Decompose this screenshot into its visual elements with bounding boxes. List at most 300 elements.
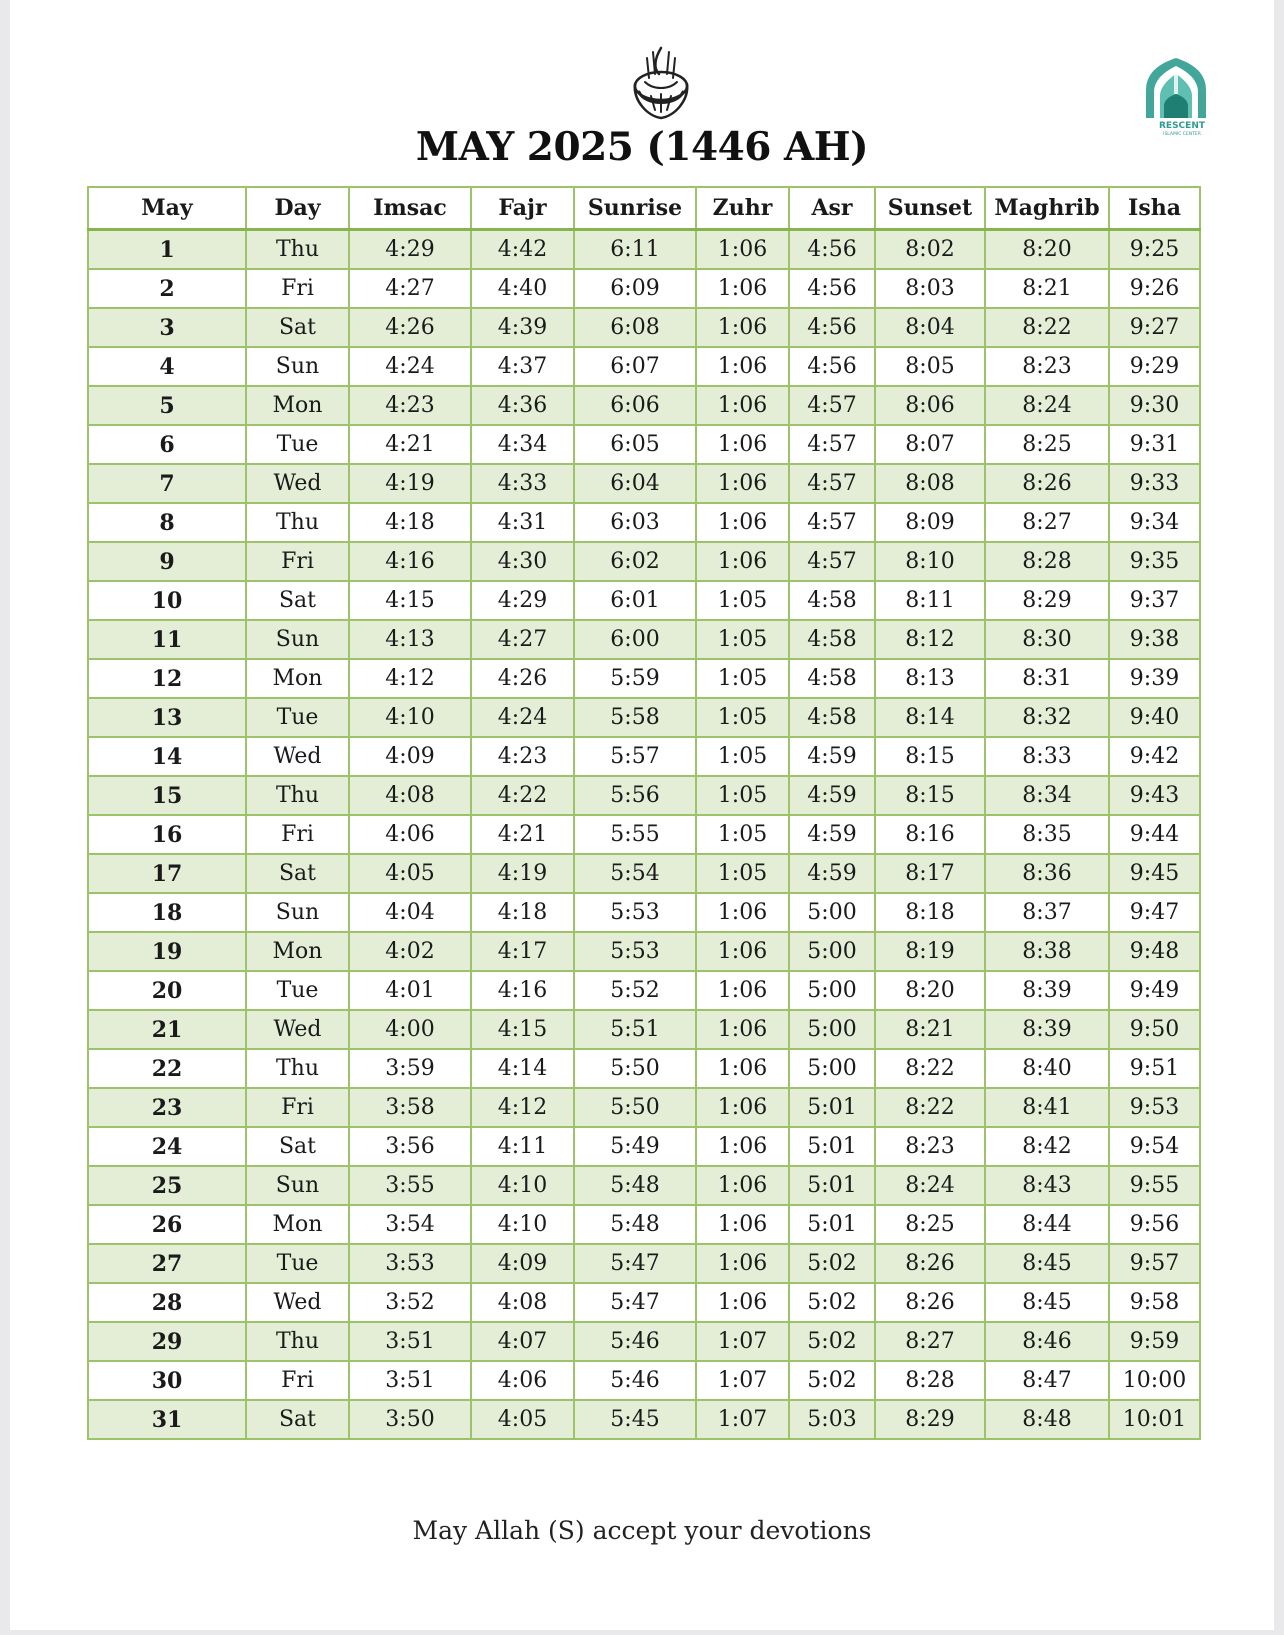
footer-blessing: May Allah (S) accept your devotions bbox=[412, 1516, 872, 1545]
cell-isha: 9:29 bbox=[1109, 347, 1200, 386]
cell-maghrib: 8:40 bbox=[985, 1049, 1109, 1088]
cell-isha: 9:47 bbox=[1109, 893, 1200, 932]
cell-may: 28 bbox=[88, 1283, 246, 1322]
cell-maghrib: 8:36 bbox=[985, 854, 1109, 893]
cell-may: 7 bbox=[88, 464, 246, 503]
cell-maghrib: 8:45 bbox=[985, 1244, 1109, 1283]
cell-day: Sun bbox=[246, 893, 349, 932]
cell-isha: 9:54 bbox=[1109, 1127, 1200, 1166]
cell-isha: 10:00 bbox=[1109, 1361, 1200, 1400]
cell-may: 18 bbox=[88, 893, 246, 932]
cell-day: Wed bbox=[246, 464, 349, 503]
cell-fajr: 4:10 bbox=[471, 1205, 574, 1244]
cell-imsac: 4:21 bbox=[349, 425, 471, 464]
cell-zuhr: 1:05 bbox=[696, 698, 789, 737]
cell-may: 30 bbox=[88, 1361, 246, 1400]
table-body bbox=[88, 230, 1200, 1440]
cell-sunset: 8:26 bbox=[875, 1283, 985, 1322]
cell-day: Mon bbox=[246, 386, 349, 425]
cell-zuhr: 1:06 bbox=[696, 308, 789, 347]
table-row bbox=[88, 1400, 1200, 1439]
cell-isha: 9:35 bbox=[1109, 542, 1200, 581]
cell-day: Thu bbox=[246, 1322, 349, 1361]
cell-fajr: 4:19 bbox=[471, 854, 574, 893]
table-row bbox=[88, 971, 1200, 1010]
cell-fajr: 4:06 bbox=[471, 1361, 574, 1400]
cell-maghrib: 8:38 bbox=[985, 932, 1109, 971]
table-row bbox=[88, 620, 1200, 659]
cell-imsac: 4:23 bbox=[349, 386, 471, 425]
cell-may: 21 bbox=[88, 1010, 246, 1049]
cell-isha: 9:55 bbox=[1109, 1166, 1200, 1205]
column-header-maghrib: Maghrib bbox=[985, 187, 1109, 230]
cell-sunrise: 6:11 bbox=[574, 230, 696, 270]
cell-may: 20 bbox=[88, 971, 246, 1010]
document-page bbox=[10, 0, 1274, 1630]
cell-maghrib: 8:37 bbox=[985, 893, 1109, 932]
cell-sunset: 8:14 bbox=[875, 698, 985, 737]
column-header-zuhr: Zuhr bbox=[696, 187, 789, 230]
svg-text:ISLAMIC CENTER: ISLAMIC CENTER bbox=[1163, 132, 1201, 136]
cell-zuhr: 1:06 bbox=[696, 1205, 789, 1244]
cell-may: 3 bbox=[88, 308, 246, 347]
column-header-fajr: Fajr bbox=[471, 187, 574, 230]
cell-day: Sat bbox=[246, 1400, 349, 1439]
table-row bbox=[88, 1322, 1200, 1361]
cell-asr: 4:58 bbox=[789, 659, 875, 698]
table-row bbox=[88, 776, 1200, 815]
cell-day: Thu bbox=[246, 503, 349, 542]
cell-asr: 4:57 bbox=[789, 425, 875, 464]
cell-sunrise: 5:46 bbox=[574, 1322, 696, 1361]
cell-zuhr: 1:06 bbox=[696, 971, 789, 1010]
svg-text:RESCENT: RESCENT bbox=[1159, 121, 1205, 131]
cell-fajr: 4:23 bbox=[471, 737, 574, 776]
cell-maghrib: 8:24 bbox=[985, 386, 1109, 425]
cell-may: 25 bbox=[88, 1166, 246, 1205]
cell-day: Mon bbox=[246, 1205, 349, 1244]
cell-day: Thu bbox=[246, 230, 349, 270]
cell-isha: 9:59 bbox=[1109, 1322, 1200, 1361]
cell-sunrise: 5:48 bbox=[574, 1205, 696, 1244]
cell-fajr: 4:10 bbox=[471, 1166, 574, 1205]
table-row bbox=[88, 347, 1200, 386]
cell-may: 14 bbox=[88, 737, 246, 776]
cell-imsac: 4:06 bbox=[349, 815, 471, 854]
cell-isha: 9:56 bbox=[1109, 1205, 1200, 1244]
cell-sunrise: 5:55 bbox=[574, 815, 696, 854]
cell-day: Sat bbox=[246, 581, 349, 620]
cell-asr: 4:58 bbox=[789, 698, 875, 737]
table-row bbox=[88, 386, 1200, 425]
cell-sunset: 8:27 bbox=[875, 1322, 985, 1361]
cell-sunset: 8:03 bbox=[875, 269, 985, 308]
cell-maghrib: 8:22 bbox=[985, 308, 1109, 347]
cell-imsac: 4:18 bbox=[349, 503, 471, 542]
cell-maghrib: 8:30 bbox=[985, 620, 1109, 659]
cell-sunset: 8:10 bbox=[875, 542, 985, 581]
cell-maghrib: 8:45 bbox=[985, 1283, 1109, 1322]
cell-imsac: 4:27 bbox=[349, 269, 471, 308]
cell-zuhr: 1:07 bbox=[696, 1400, 789, 1439]
cell-sunrise: 5:46 bbox=[574, 1361, 696, 1400]
cell-asr: 4:59 bbox=[789, 815, 875, 854]
cell-fajr: 4:34 bbox=[471, 425, 574, 464]
cell-zuhr: 1:05 bbox=[696, 659, 789, 698]
cell-fajr: 4:31 bbox=[471, 503, 574, 542]
cell-asr: 4:58 bbox=[789, 581, 875, 620]
column-header-may: May bbox=[88, 187, 246, 230]
column-header-sunset: Sunset bbox=[875, 187, 985, 230]
cell-sunset: 8:13 bbox=[875, 659, 985, 698]
cell-day: Thu bbox=[246, 1049, 349, 1088]
cell-asr: 5:00 bbox=[789, 1010, 875, 1049]
cell-fajr: 4:26 bbox=[471, 659, 574, 698]
table-row bbox=[88, 1088, 1200, 1127]
cell-isha: 9:39 bbox=[1109, 659, 1200, 698]
cell-day: Fri bbox=[246, 815, 349, 854]
cell-maghrib: 8:27 bbox=[985, 503, 1109, 542]
cell-sunset: 8:22 bbox=[875, 1088, 985, 1127]
cell-day: Thu bbox=[246, 776, 349, 815]
cell-sunrise: 6:01 bbox=[574, 581, 696, 620]
cell-imsac: 4:10 bbox=[349, 698, 471, 737]
cell-asr: 4:56 bbox=[789, 269, 875, 308]
cell-day: Wed bbox=[246, 1010, 349, 1049]
cell-sunset: 8:21 bbox=[875, 1010, 985, 1049]
cell-maghrib: 8:43 bbox=[985, 1166, 1109, 1205]
cell-sunset: 8:16 bbox=[875, 815, 985, 854]
cell-isha: 9:42 bbox=[1109, 737, 1200, 776]
cell-sunset: 8:04 bbox=[875, 308, 985, 347]
cell-imsac: 3:54 bbox=[349, 1205, 471, 1244]
cell-sunrise: 6:03 bbox=[574, 503, 696, 542]
cell-sunset: 8:18 bbox=[875, 893, 985, 932]
cell-sunrise: 5:57 bbox=[574, 737, 696, 776]
cell-may: 13 bbox=[88, 698, 246, 737]
cell-may: 12 bbox=[88, 659, 246, 698]
cell-zuhr: 1:06 bbox=[696, 932, 789, 971]
cell-zuhr: 1:06 bbox=[696, 1010, 789, 1049]
cell-may: 1 bbox=[88, 230, 246, 270]
cell-asr: 5:00 bbox=[789, 1049, 875, 1088]
cell-sunrise: 5:56 bbox=[574, 776, 696, 815]
cell-may: 15 bbox=[88, 776, 246, 815]
cell-asr: 5:01 bbox=[789, 1088, 875, 1127]
cell-imsac: 3:58 bbox=[349, 1088, 471, 1127]
cell-sunrise: 5:47 bbox=[574, 1244, 696, 1283]
cell-day: Sat bbox=[246, 854, 349, 893]
cell-sunrise: 6:08 bbox=[574, 308, 696, 347]
cell-asr: 5:02 bbox=[789, 1322, 875, 1361]
cell-maghrib: 8:39 bbox=[985, 971, 1109, 1010]
cell-may: 9 bbox=[88, 542, 246, 581]
cell-asr: 5:01 bbox=[789, 1166, 875, 1205]
cell-zuhr: 1:06 bbox=[696, 464, 789, 503]
cell-day: Wed bbox=[246, 1283, 349, 1322]
table-row bbox=[88, 932, 1200, 971]
page-title: MAY 2025 (1446 AH) bbox=[415, 124, 869, 170]
cell-day: Tue bbox=[246, 971, 349, 1010]
cell-zuhr: 1:06 bbox=[696, 1166, 789, 1205]
cell-isha: 9:27 bbox=[1109, 308, 1200, 347]
cell-maghrib: 8:44 bbox=[985, 1205, 1109, 1244]
column-header-isha: Isha bbox=[1109, 187, 1200, 230]
cell-imsac: 4:01 bbox=[349, 971, 471, 1010]
cell-may: 4 bbox=[88, 347, 246, 386]
cell-imsac: 3:52 bbox=[349, 1283, 471, 1322]
cell-asr: 4:59 bbox=[789, 854, 875, 893]
cell-may: 29 bbox=[88, 1322, 246, 1361]
table-row bbox=[88, 698, 1200, 737]
cell-fajr: 4:42 bbox=[471, 230, 574, 270]
cell-imsac: 3:53 bbox=[349, 1244, 471, 1283]
cell-asr: 5:02 bbox=[789, 1361, 875, 1400]
cell-maghrib: 8:28 bbox=[985, 542, 1109, 581]
column-header-imsac: Imsac bbox=[349, 187, 471, 230]
table-row bbox=[88, 269, 1200, 308]
cell-imsac: 4:12 bbox=[349, 659, 471, 698]
cell-sunset: 8:22 bbox=[875, 1049, 985, 1088]
cell-sunset: 8:02 bbox=[875, 230, 985, 270]
cell-asr: 4:57 bbox=[789, 464, 875, 503]
table-row bbox=[88, 464, 1200, 503]
cell-maghrib: 8:34 bbox=[985, 776, 1109, 815]
cell-asr: 5:00 bbox=[789, 971, 875, 1010]
table-row bbox=[88, 815, 1200, 854]
cell-sunrise: 5:54 bbox=[574, 854, 696, 893]
cell-day: Fri bbox=[246, 542, 349, 581]
cell-asr: 4:58 bbox=[789, 620, 875, 659]
cell-asr: 5:01 bbox=[789, 1127, 875, 1166]
cell-imsac: 3:59 bbox=[349, 1049, 471, 1088]
cell-imsac: 4:19 bbox=[349, 464, 471, 503]
table-row bbox=[88, 1010, 1200, 1049]
cell-isha: 9:58 bbox=[1109, 1283, 1200, 1322]
cell-may: 19 bbox=[88, 932, 246, 971]
cell-asr: 4:56 bbox=[789, 230, 875, 270]
cell-imsac: 4:16 bbox=[349, 542, 471, 581]
cell-sunset: 8:07 bbox=[875, 425, 985, 464]
table-row bbox=[88, 308, 1200, 347]
cell-zuhr: 1:05 bbox=[696, 737, 789, 776]
cell-maghrib: 8:20 bbox=[985, 230, 1109, 270]
cell-sunrise: 6:04 bbox=[574, 464, 696, 503]
table-row bbox=[88, 1361, 1200, 1400]
cell-day: Sun bbox=[246, 1166, 349, 1205]
cell-maghrib: 8:21 bbox=[985, 269, 1109, 308]
cell-isha: 9:53 bbox=[1109, 1088, 1200, 1127]
cell-fajr: 4:07 bbox=[471, 1322, 574, 1361]
cell-day: Sun bbox=[246, 347, 349, 386]
cell-imsac: 3:51 bbox=[349, 1322, 471, 1361]
cell-sunrise: 5:53 bbox=[574, 893, 696, 932]
cell-sunset: 8:17 bbox=[875, 854, 985, 893]
cell-fajr: 4:21 bbox=[471, 815, 574, 854]
cell-asr: 5:01 bbox=[789, 1205, 875, 1244]
cell-zuhr: 1:07 bbox=[696, 1361, 789, 1400]
cell-may: 23 bbox=[88, 1088, 246, 1127]
cell-may: 10 bbox=[88, 581, 246, 620]
cell-isha: 9:26 bbox=[1109, 269, 1200, 308]
cell-asr: 4:57 bbox=[789, 386, 875, 425]
cell-sunrise: 5:49 bbox=[574, 1127, 696, 1166]
table-row bbox=[88, 659, 1200, 698]
table-row bbox=[88, 1127, 1200, 1166]
cell-isha: 10:01 bbox=[1109, 1400, 1200, 1439]
column-header-day: Day bbox=[246, 187, 349, 230]
cell-sunrise: 5:53 bbox=[574, 932, 696, 971]
cell-imsac: 4:04 bbox=[349, 893, 471, 932]
cell-maghrib: 8:23 bbox=[985, 347, 1109, 386]
cell-fajr: 4:33 bbox=[471, 464, 574, 503]
cell-isha: 9:25 bbox=[1109, 230, 1200, 270]
cell-sunrise: 5:59 bbox=[574, 659, 696, 698]
cell-day: Wed bbox=[246, 737, 349, 776]
cell-maghrib: 8:33 bbox=[985, 737, 1109, 776]
cell-zuhr: 1:06 bbox=[696, 1049, 789, 1088]
cell-sunset: 8:15 bbox=[875, 776, 985, 815]
cell-fajr: 4:27 bbox=[471, 620, 574, 659]
cell-day: Mon bbox=[246, 932, 349, 971]
cell-day: Tue bbox=[246, 698, 349, 737]
cell-sunset: 8:06 bbox=[875, 386, 985, 425]
cell-sunset: 8:26 bbox=[875, 1244, 985, 1283]
cell-maghrib: 8:32 bbox=[985, 698, 1109, 737]
cell-asr: 5:00 bbox=[789, 932, 875, 971]
table-row bbox=[88, 1283, 1200, 1322]
cell-imsac: 3:56 bbox=[349, 1127, 471, 1166]
cell-maghrib: 8:35 bbox=[985, 815, 1109, 854]
cell-may: 26 bbox=[88, 1205, 246, 1244]
cell-zuhr: 1:06 bbox=[696, 269, 789, 308]
cell-maghrib: 8:39 bbox=[985, 1010, 1109, 1049]
cell-sunrise: 6:02 bbox=[574, 542, 696, 581]
cell-sunrise: 5:50 bbox=[574, 1049, 696, 1088]
cell-day: Fri bbox=[246, 1361, 349, 1400]
table-row bbox=[88, 1205, 1200, 1244]
cell-maghrib: 8:41 bbox=[985, 1088, 1109, 1127]
cell-sunset: 8:28 bbox=[875, 1361, 985, 1400]
cell-maghrib: 8:42 bbox=[985, 1127, 1109, 1166]
cell-sunrise: 6:05 bbox=[574, 425, 696, 464]
cell-imsac: 3:50 bbox=[349, 1400, 471, 1439]
cell-isha: 9:31 bbox=[1109, 425, 1200, 464]
cell-imsac: 4:26 bbox=[349, 308, 471, 347]
table-row bbox=[88, 542, 1200, 581]
cell-sunrise: 6:07 bbox=[574, 347, 696, 386]
cell-may: 6 bbox=[88, 425, 246, 464]
cell-isha: 9:49 bbox=[1109, 971, 1200, 1010]
cell-zuhr: 1:06 bbox=[696, 1283, 789, 1322]
cell-maghrib: 8:48 bbox=[985, 1400, 1109, 1439]
cell-isha: 9:40 bbox=[1109, 698, 1200, 737]
cell-fajr: 4:05 bbox=[471, 1400, 574, 1439]
cell-isha: 9:33 bbox=[1109, 464, 1200, 503]
table-row bbox=[88, 893, 1200, 932]
cell-day: Sat bbox=[246, 1127, 349, 1166]
cell-may: 5 bbox=[88, 386, 246, 425]
cell-isha: 9:30 bbox=[1109, 386, 1200, 425]
cell-day: Tue bbox=[246, 1244, 349, 1283]
cell-sunset: 8:20 bbox=[875, 971, 985, 1010]
cell-isha: 9:34 bbox=[1109, 503, 1200, 542]
cell-imsac: 4:08 bbox=[349, 776, 471, 815]
table-row bbox=[88, 737, 1200, 776]
cell-imsac: 4:24 bbox=[349, 347, 471, 386]
cell-imsac: 3:55 bbox=[349, 1166, 471, 1205]
cell-zuhr: 1:05 bbox=[696, 854, 789, 893]
cell-fajr: 4:30 bbox=[471, 542, 574, 581]
column-header-asr: Asr bbox=[789, 187, 875, 230]
cell-sunset: 8:05 bbox=[875, 347, 985, 386]
cell-isha: 9:44 bbox=[1109, 815, 1200, 854]
cell-imsac: 4:02 bbox=[349, 932, 471, 971]
table-row bbox=[88, 503, 1200, 542]
cell-zuhr: 1:05 bbox=[696, 776, 789, 815]
cell-asr: 5:00 bbox=[789, 893, 875, 932]
cell-sunset: 8:15 bbox=[875, 737, 985, 776]
cell-zuhr: 1:05 bbox=[696, 620, 789, 659]
cell-may: 16 bbox=[88, 815, 246, 854]
cell-sunrise: 5:47 bbox=[574, 1283, 696, 1322]
cell-fajr: 4:36 bbox=[471, 386, 574, 425]
cell-imsac: 4:29 bbox=[349, 230, 471, 270]
cell-sunset: 8:09 bbox=[875, 503, 985, 542]
cell-may: 31 bbox=[88, 1400, 246, 1439]
cell-zuhr: 1:06 bbox=[696, 542, 789, 581]
cell-sunrise: 5:52 bbox=[574, 971, 696, 1010]
cell-zuhr: 1:06 bbox=[696, 425, 789, 464]
cell-isha: 9:48 bbox=[1109, 932, 1200, 971]
cell-sunrise: 5:51 bbox=[574, 1010, 696, 1049]
cell-imsac: 4:09 bbox=[349, 737, 471, 776]
cell-asr: 4:56 bbox=[789, 347, 875, 386]
cell-imsac: 4:00 bbox=[349, 1010, 471, 1049]
cell-asr: 5:02 bbox=[789, 1244, 875, 1283]
cell-asr: 4:57 bbox=[789, 503, 875, 542]
cell-sunrise: 5:45 bbox=[574, 1400, 696, 1439]
cell-may: 22 bbox=[88, 1049, 246, 1088]
cell-day: Sat bbox=[246, 308, 349, 347]
table-row bbox=[88, 854, 1200, 893]
cell-imsac: 4:15 bbox=[349, 581, 471, 620]
cell-zuhr: 1:06 bbox=[696, 347, 789, 386]
cell-may: 8 bbox=[88, 503, 246, 542]
cell-may: 2 bbox=[88, 269, 246, 308]
cell-imsac: 4:13 bbox=[349, 620, 471, 659]
cell-imsac: 3:51 bbox=[349, 1361, 471, 1400]
cell-fajr: 4:39 bbox=[471, 308, 574, 347]
cell-day: Fri bbox=[246, 269, 349, 308]
cell-sunset: 8:24 bbox=[875, 1166, 985, 1205]
cell-fajr: 4:22 bbox=[471, 776, 574, 815]
cell-day: Sun bbox=[246, 620, 349, 659]
table-header-row bbox=[88, 187, 1200, 230]
cell-isha: 9:43 bbox=[1109, 776, 1200, 815]
cell-maghrib: 8:31 bbox=[985, 659, 1109, 698]
cell-fajr: 4:15 bbox=[471, 1010, 574, 1049]
cell-sunset: 8:25 bbox=[875, 1205, 985, 1244]
cell-zuhr: 1:05 bbox=[696, 815, 789, 854]
cell-fajr: 4:09 bbox=[471, 1244, 574, 1283]
cell-sunset: 8:08 bbox=[875, 464, 985, 503]
cell-may: 24 bbox=[88, 1127, 246, 1166]
cell-sunrise: 5:50 bbox=[574, 1088, 696, 1127]
cell-fajr: 4:11 bbox=[471, 1127, 574, 1166]
cell-maghrib: 8:46 bbox=[985, 1322, 1109, 1361]
cell-may: 11 bbox=[88, 620, 246, 659]
